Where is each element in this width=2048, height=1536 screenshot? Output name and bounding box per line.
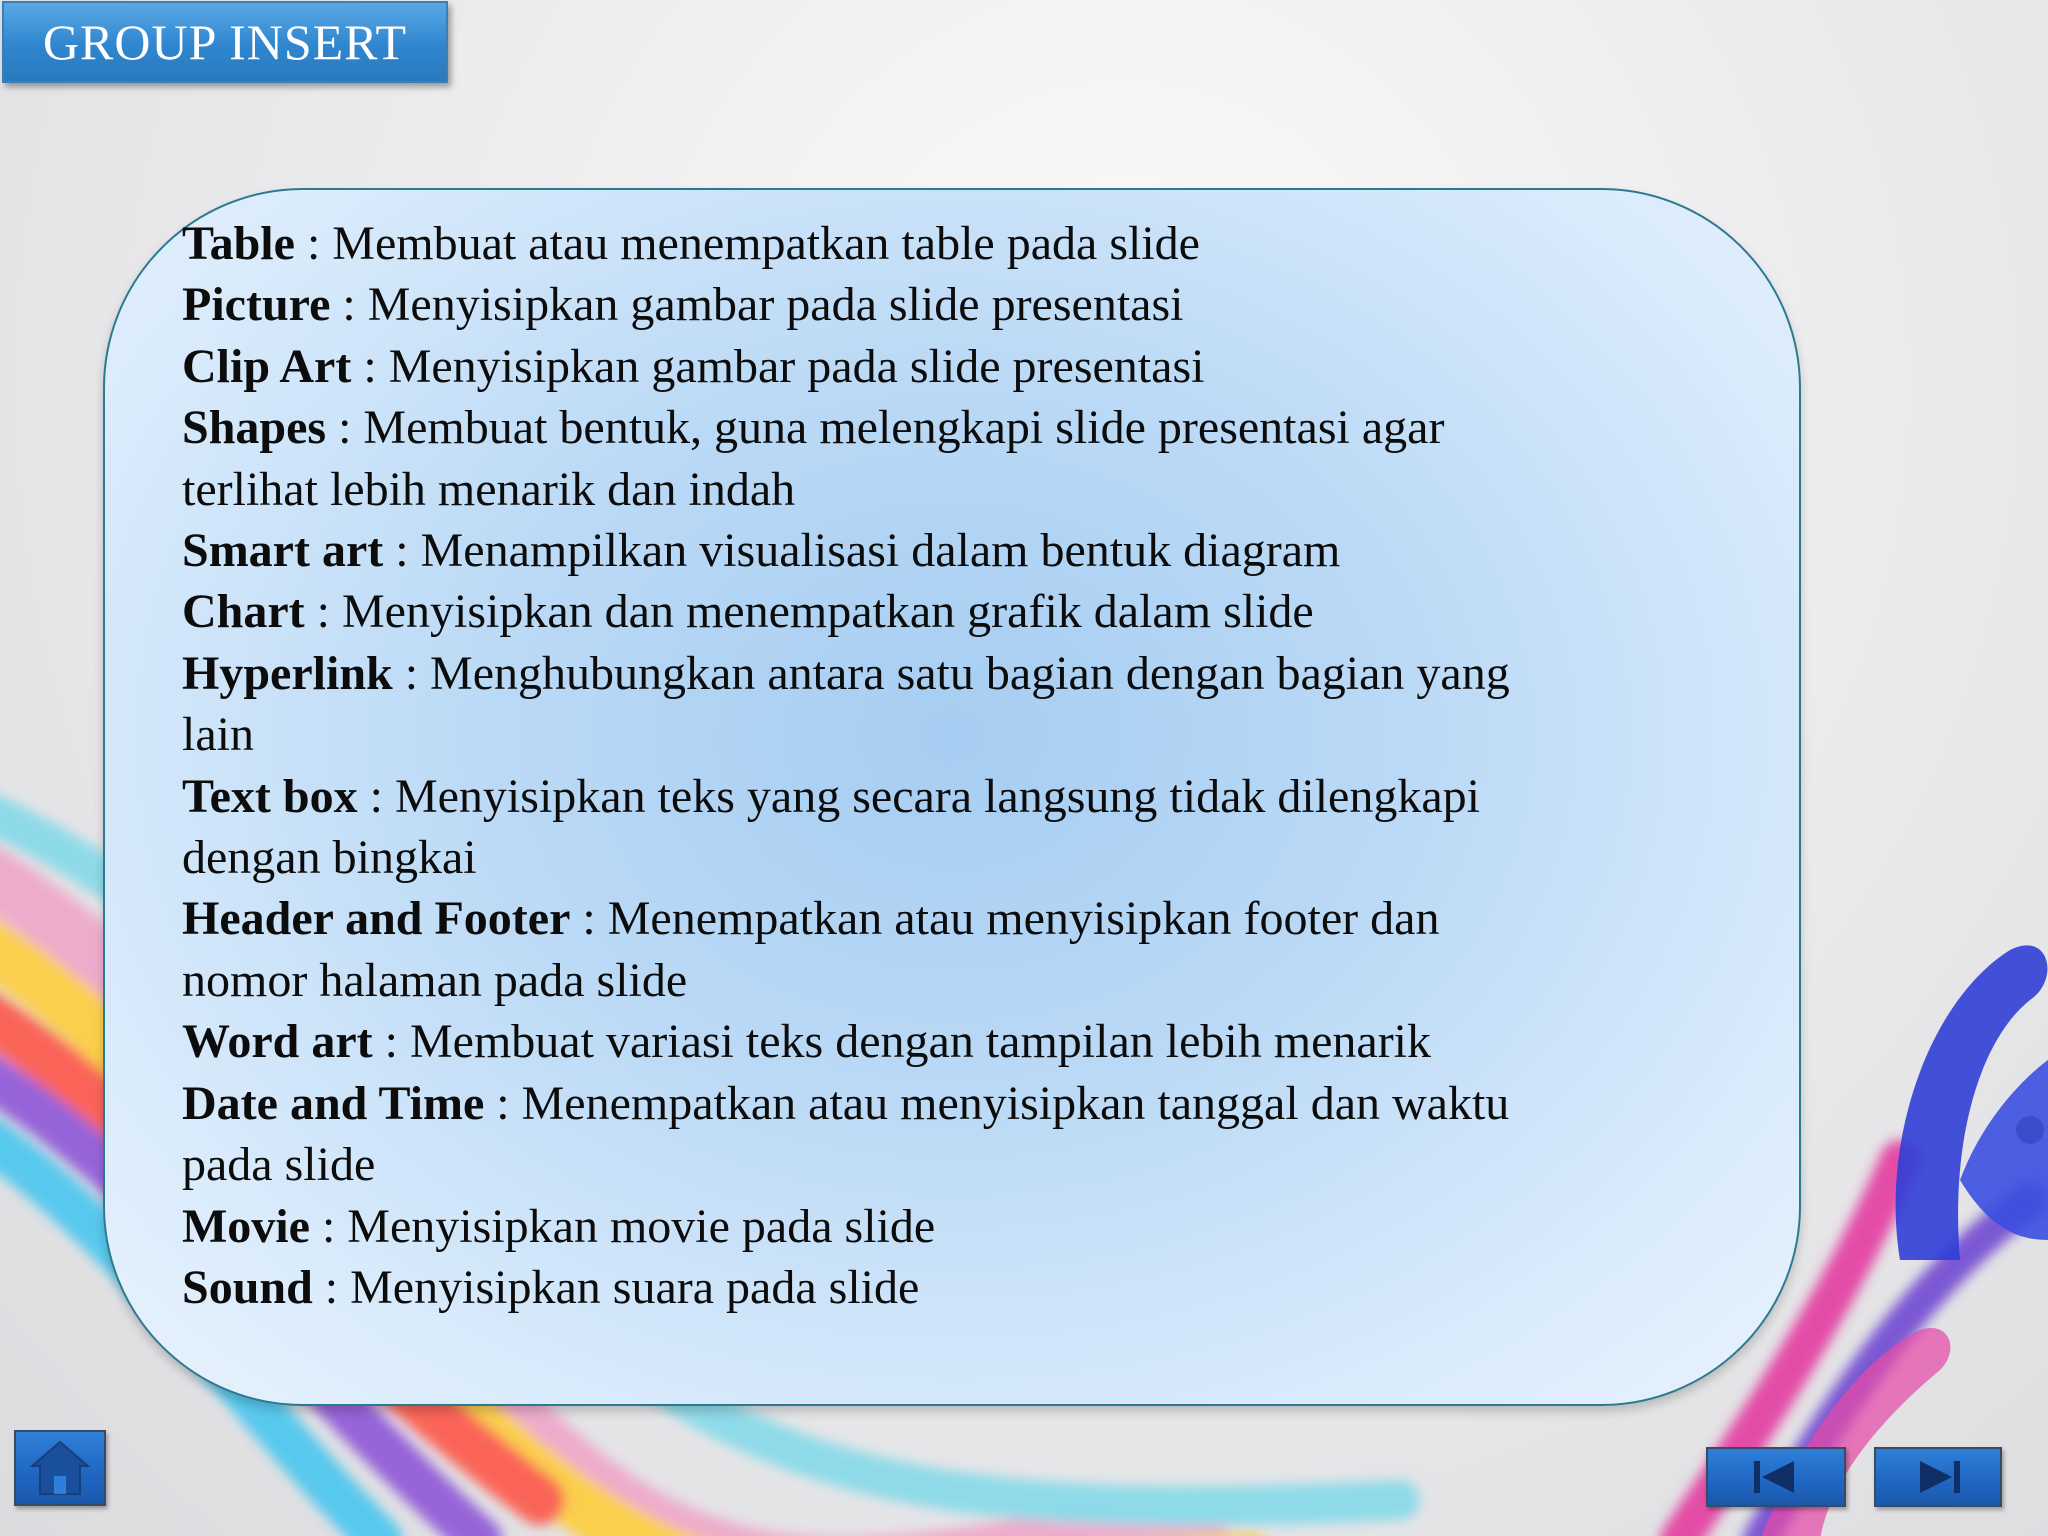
list-item (182, 581, 1742, 642)
list-item (182, 643, 1742, 704)
item-separator: : (484, 1076, 522, 1130)
item-description: Menyisipkan dan menempatkan grafik dalam slide (342, 585, 1314, 639)
item-term: Shapes (182, 401, 327, 455)
item-term: Movie (182, 1199, 310, 1253)
item-term: Clip Art (182, 339, 352, 393)
item-separator: : (294, 217, 333, 270)
slide-title-box (2, 1, 448, 83)
item-term: Smart art (182, 524, 384, 578)
list-item (182, 1011, 1742, 1072)
item-separator: : (392, 646, 431, 700)
home-icon (16, 1432, 104, 1504)
item-term: Date and Time (182, 1076, 485, 1130)
item-separator: : (309, 1199, 348, 1253)
list-item (182, 888, 1742, 949)
item-separator: : (372, 1015, 410, 1069)
item-term: Text box (182, 769, 358, 823)
item-description: Menyisipkan teks yang secara langsung tidak dilengkapi (394, 769, 1480, 823)
item-description-continuation: terlihat lebih menarik dan indah (182, 462, 796, 516)
item-separator: : (383, 524, 421, 578)
list-item (182, 1196, 1742, 1257)
item-description: Membuat variasi teks dengan tampilan lebih menarik (409, 1015, 1432, 1069)
list-item (182, 213, 1742, 274)
item-description: Menyisipkan gambar pada slide presentasi (367, 278, 1184, 332)
item-separator: : (326, 401, 364, 455)
item-description: Membuat bentuk, guna melengkapi slide presentasi agar (363, 401, 1445, 455)
item-description: Membuat atau menempatkan table pada slide (332, 217, 1200, 270)
item-term: Hyperlink (182, 646, 393, 700)
item-term: Table (182, 217, 295, 270)
item-separator: : (330, 278, 368, 332)
item-description: Menghubungkan antara satu bagian dengan bagian yang (430, 646, 1510, 700)
list-item (182, 336, 1742, 397)
list-item (182, 1073, 1742, 1134)
item-term: Header and Footer (182, 892, 571, 946)
item-separator: : (312, 1260, 351, 1314)
list-item (182, 274, 1742, 335)
item-description: Menyisipkan movie pada slide (347, 1199, 936, 1253)
previous-slide-button[interactable] (1706, 1447, 1846, 1507)
item-separator: : (304, 585, 342, 639)
item-description: Menempatkan atau menyisipkan tanggal dan waktu (521, 1076, 1510, 1130)
item-description-continuation: nomor halaman pada slide (182, 953, 688, 1007)
list-item (182, 397, 1742, 458)
item-description: Menempatkan atau menyisipkan footer dan (607, 892, 1440, 946)
item-description-continuation: dengan bingkai (182, 831, 477, 885)
previous-icon (1708, 1449, 1844, 1505)
insert-features-list (182, 213, 1742, 1318)
next-slide-button[interactable] (1874, 1447, 2002, 1507)
item-separator: : (357, 769, 395, 823)
item-description: Menyisipkan suara pada slide (350, 1260, 920, 1314)
next-icon (1876, 1449, 2000, 1505)
item-separator: : (351, 339, 389, 393)
item-separator: : (570, 892, 608, 946)
list-item (182, 1257, 1742, 1318)
list-item (182, 766, 1742, 827)
list-item (182, 520, 1742, 581)
item-term: Chart (182, 585, 305, 639)
item-term: Word art (182, 1015, 373, 1069)
item-description: Menampilkan visualisasi dalam bentuk diagram (420, 524, 1341, 578)
item-description-continuation: pada slide (182, 1138, 376, 1192)
home-button[interactable] (14, 1430, 106, 1506)
item-term: Picture (182, 278, 331, 332)
slide-title: GROUP INSERT (42, 14, 408, 70)
item-description-continuation: lain (182, 708, 254, 762)
item-description: Menyisipkan gambar pada slide presentasi (388, 339, 1205, 393)
item-term: Sound (182, 1260, 313, 1314)
